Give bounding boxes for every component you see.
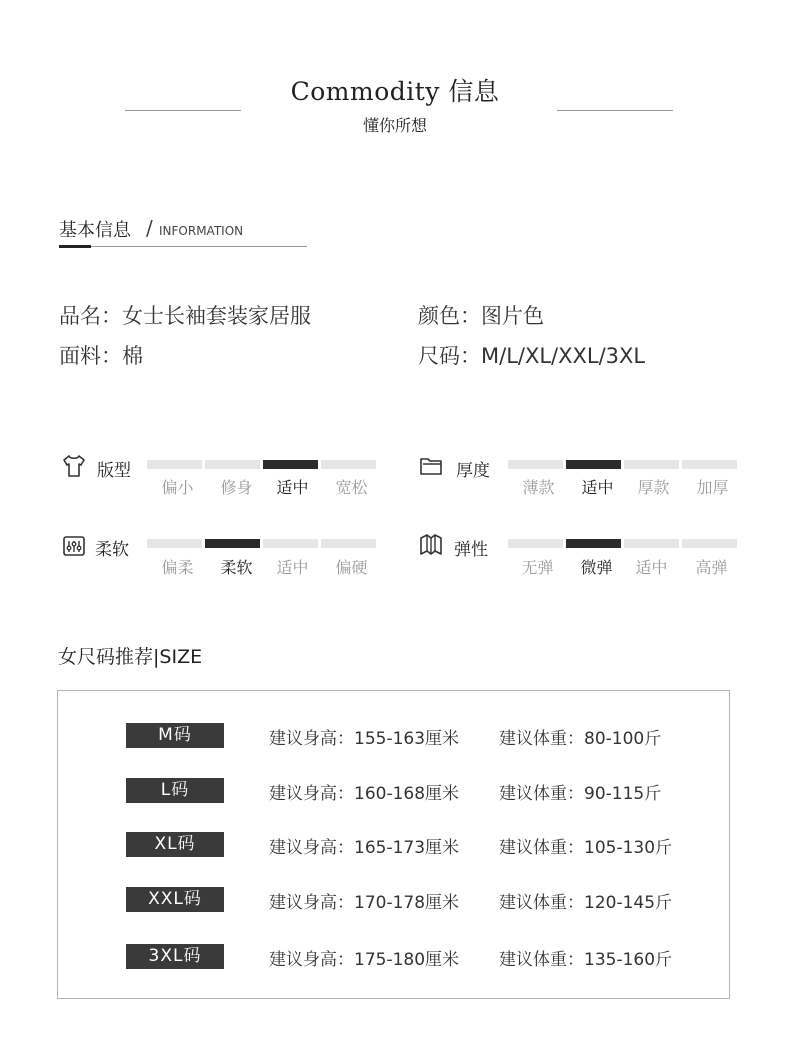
attr-thickness-seg-3 <box>624 460 679 469</box>
attr-fit-seg-1 <box>147 460 202 469</box>
attr-fit-seg-3 <box>263 460 318 469</box>
product-material: 面料：棉 <box>59 344 143 368</box>
attr-label-fit: 版型 <box>97 461 131 481</box>
size-tag-xl: XL码 <box>126 832 224 857</box>
size-weight-l: 建议体重：90-115斤 <box>499 784 662 804</box>
attr-thickness-seg-1 <box>508 460 563 469</box>
basic-section-slash: / <box>146 216 153 240</box>
basic-section-subtitle: INFORMATION <box>159 224 244 238</box>
size-tag-3xl: 3XL码 <box>126 944 224 969</box>
attr-elasticity-option-1: 无弹 <box>521 558 554 577</box>
attr-elasticity-seg-1 <box>508 539 563 548</box>
folder-icon <box>418 453 444 479</box>
attr-thickness-option-1: 薄款 <box>522 478 555 497</box>
size-height-l: 建议身高：160-168厘米 <box>269 784 460 804</box>
attr-fit-option-2: 修身 <box>220 478 253 497</box>
attr-label-elasticity: 弹性 <box>454 540 488 560</box>
attr-label-softness: 柔软 <box>95 540 129 560</box>
size-section-title: 女尺码推荐|SIZE <box>58 646 203 668</box>
attr-elasticity-option-2: 微弹 <box>580 558 613 577</box>
size-tag-xxl: XXL码 <box>126 887 224 912</box>
attr-thickness-option-3: 厚款 <box>637 478 670 497</box>
attr-fit-seg-2 <box>205 460 260 469</box>
attr-softness-option-2: 柔软 <box>220 558 253 577</box>
softness-icon <box>61 533 87 559</box>
size-weight-xl: 建议体重：105-130斤 <box>499 838 673 858</box>
attr-label-thickness: 厚度 <box>456 461 490 481</box>
size-height-xl: 建议身高：165-173厘米 <box>269 838 460 858</box>
attr-softness-seg-4 <box>321 539 376 548</box>
attr-softness-seg-2 <box>205 539 260 548</box>
attr-softness-option-3: 适中 <box>276 558 309 577</box>
attr-thickness-seg-2 <box>566 460 621 469</box>
tshirt-icon <box>61 453 87 479</box>
basic-section-underline-accent <box>59 245 91 248</box>
product-sizes: 尺码：M/L/XL/XXL/3XL <box>418 344 646 368</box>
attr-fit-option-3: 适中 <box>276 478 309 497</box>
size-height-xxl: 建议身高：170-178厘米 <box>269 893 460 913</box>
size-height-m: 建议身高：155-163厘米 <box>269 729 460 749</box>
size-tag-m: M码 <box>126 723 224 748</box>
attr-thickness-option-2: 适中 <box>581 478 614 497</box>
attr-softness-option-1: 偏柔 <box>161 558 194 577</box>
size-height-3xl: 建议身高：175-180厘米 <box>269 950 460 970</box>
attr-thickness-seg-4 <box>682 460 737 469</box>
basic-section-underline <box>59 246 307 247</box>
attr-fit-seg-4 <box>321 460 376 469</box>
size-weight-xxl: 建议体重：120-145斤 <box>499 893 673 913</box>
attr-elasticity-seg-3 <box>624 539 679 548</box>
attr-elasticity-option-4: 高弹 <box>695 558 728 577</box>
attr-softness-seg-3 <box>263 539 318 548</box>
attr-elasticity-seg-2 <box>566 539 621 548</box>
attr-fit-option-4: 宽松 <box>335 478 368 497</box>
attr-elasticity-seg-4 <box>682 539 737 548</box>
attr-thickness-option-4: 加厚 <box>696 478 729 497</box>
size-tag-l: L码 <box>126 778 224 803</box>
attr-fit-option-1: 偏小 <box>161 478 194 497</box>
attr-softness-seg-1 <box>147 539 202 548</box>
header-line-right <box>557 110 673 111</box>
elastic-icon <box>418 532 444 558</box>
product-color: 颜色：图片色 <box>418 304 544 328</box>
size-weight-m: 建议体重：80-100斤 <box>499 729 662 749</box>
header-line-left <box>125 110 241 111</box>
page-subtitle: 懂你所想 <box>362 116 427 135</box>
size-weight-3xl: 建议体重：135-160斤 <box>499 950 673 970</box>
basic-section-title: 基本信息 <box>59 220 131 241</box>
product-name: 品名：女士长袖套装家居服 <box>59 304 311 328</box>
attr-softness-option-4: 偏硬 <box>335 558 368 577</box>
attr-elasticity-option-3: 适中 <box>635 558 668 577</box>
page-title: Commodity 信息 <box>290 77 500 106</box>
